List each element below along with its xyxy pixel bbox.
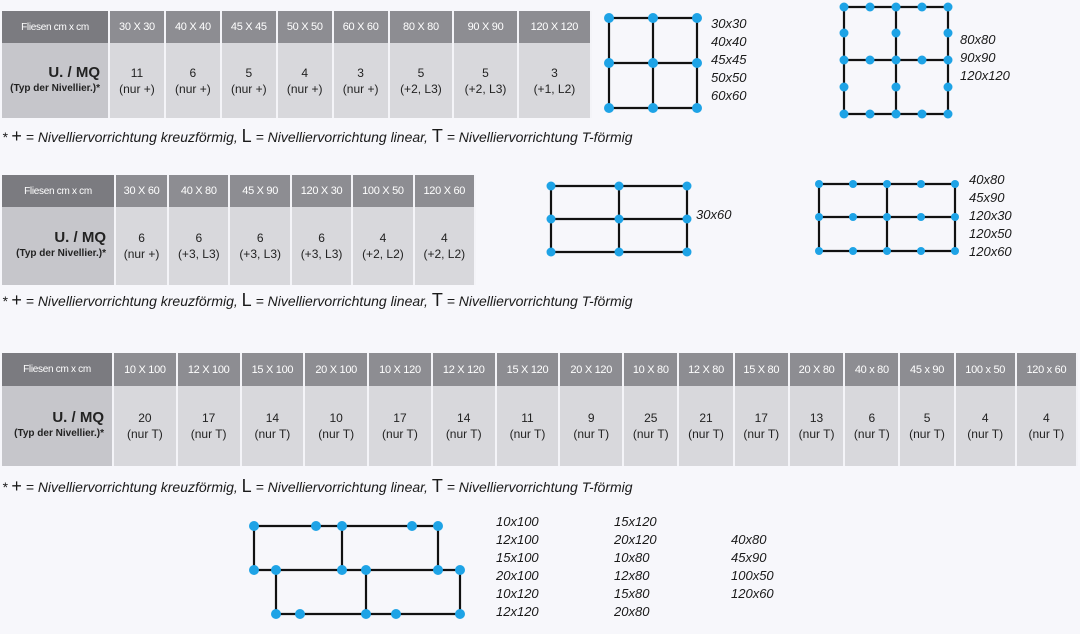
- value-cell: [114, 386, 178, 466]
- size-label: 15x80: [614, 586, 650, 601]
- size-label: 120x60: [731, 586, 774, 601]
- clip-count: 6: [868, 411, 876, 425]
- legend-plus-text: = Nivelliervorrichtung kreuzförmig,: [25, 479, 238, 495]
- clip-type: (+3, L3): [300, 247, 343, 261]
- clip-type: (+2, L2): [423, 247, 466, 261]
- plus-symbol: +: [11, 476, 22, 496]
- size-label: 120x30: [969, 208, 1012, 223]
- l-symbol: L: [241, 126, 252, 146]
- clip-count: 5: [482, 65, 489, 80]
- clip-count: 17: [201, 411, 216, 425]
- value-cell: [497, 386, 561, 466]
- clip-type: (+1, L2): [533, 81, 576, 96]
- value-cell: [679, 386, 734, 466]
- clip-dot: [815, 180, 823, 188]
- clip-dot: [615, 182, 624, 191]
- size-cell: 12 X 80: [679, 353, 734, 386]
- l-symbol: L: [241, 476, 252, 496]
- clip-type: (+2, L3): [400, 81, 442, 96]
- clip-type: (nur T): [743, 427, 780, 441]
- clip-count: 4: [301, 65, 309, 80]
- size-cell: 80 X 80: [390, 11, 455, 43]
- clip-type: (nur T): [318, 427, 355, 441]
- clip-dot: [840, 56, 849, 65]
- size-label: 120x120: [960, 68, 1010, 83]
- clip-dot: [433, 565, 443, 575]
- size-label: 45x45: [711, 52, 747, 67]
- clip-type: (nur +): [230, 81, 267, 96]
- legend-line: [2, 126, 633, 147]
- clip-count: 11: [521, 411, 534, 425]
- size-cell: 20 X 120: [560, 353, 624, 386]
- clip-dot: [249, 521, 259, 531]
- brick-30x60-diagram: [544, 180, 694, 260]
- value-cell: [845, 386, 900, 466]
- t-symbol: T: [431, 476, 443, 496]
- clip-dot: [944, 29, 953, 38]
- row-label-sub: (Typ der Nivellier.)*: [16, 248, 106, 259]
- clip-dot: [944, 3, 953, 12]
- size-label: 20x80: [614, 604, 650, 619]
- clip-count: 5: [245, 65, 253, 80]
- grid-3x3-sizes: [711, 15, 746, 105]
- size-label: 50x50: [711, 70, 747, 85]
- value-cell: [369, 386, 433, 466]
- clip-dot: [547, 215, 556, 224]
- value-cell: [433, 386, 497, 466]
- header-label: Fliesen cm x cm: [2, 11, 110, 43]
- clip-count: 6: [318, 231, 325, 245]
- clip-dot: [866, 110, 875, 119]
- size-cell: 15 X 100: [242, 353, 306, 386]
- grid-4x4-sizes: [960, 31, 1010, 85]
- size-cell: 120 X 120: [519, 11, 592, 43]
- legend-t-text: = Nivelliervorrichtung T-förmig: [446, 479, 633, 495]
- header-label: Fliesen cm x cm: [2, 175, 116, 207]
- value-cell: [735, 386, 790, 466]
- size-label: 15x120: [614, 514, 657, 529]
- size-cell: 40 X 80: [169, 175, 230, 207]
- size-cell: 30 X 60: [116, 175, 169, 207]
- brick-30x60-sizes: [696, 206, 731, 224]
- clip-dot: [455, 609, 465, 619]
- value-cell: [1017, 386, 1078, 466]
- size-cell: 10 X 80: [624, 353, 679, 386]
- brick-long-diagram: [813, 178, 961, 258]
- plank-sizes-col1: [496, 513, 539, 621]
- size-label: 90x90: [960, 50, 996, 65]
- brick-long-sizes: [969, 171, 1012, 261]
- clip-type: (+3, L3): [239, 247, 282, 261]
- table-square-tiles: [2, 11, 592, 118]
- clip-dot: [815, 213, 823, 221]
- clip-count: 14: [457, 411, 471, 425]
- clip-dot: [361, 609, 371, 619]
- size-cell: 10 X 120: [369, 353, 433, 386]
- clip-dot: [433, 521, 443, 531]
- clip-type: (+2, L3): [464, 81, 507, 96]
- clip-dot: [295, 609, 305, 619]
- row-label: [2, 207, 116, 285]
- grid-3x3-diagram: [600, 10, 710, 118]
- value-cell: [169, 207, 230, 285]
- size-cell: 45 X 45: [222, 11, 278, 43]
- grid-4x4-diagram: [836, 2, 956, 120]
- clip-count: 6: [195, 231, 203, 245]
- size-label: 30x30: [711, 16, 747, 31]
- size-cell: 12 X 100: [178, 353, 242, 386]
- clip-dot: [692, 13, 702, 23]
- size-label: 45x90: [969, 190, 1005, 205]
- value-cell: [415, 207, 476, 285]
- clip-dot: [547, 182, 556, 191]
- legend-t-text: = Nivelliervorrichtung T-förmig: [446, 129, 633, 145]
- plank-sizes-col2: [614, 513, 657, 621]
- size-label: 10x120: [496, 586, 539, 601]
- t-symbol: T: [431, 126, 443, 146]
- clip-count: 3: [357, 65, 364, 80]
- clip-dot: [391, 609, 401, 619]
- size-label: 12x80: [614, 568, 650, 583]
- plank-sizes-col3: [731, 531, 774, 603]
- plank-layout-diagram: [246, 518, 468, 622]
- clip-count: 9: [587, 411, 595, 425]
- row-label-main: U. / MQ: [54, 229, 106, 246]
- plus-symbol: +: [11, 290, 22, 310]
- clip-dot: [917, 213, 925, 221]
- row-label-sub: (Typ der Nivellier.)*: [10, 82, 100, 94]
- clip-type: (nur T): [798, 427, 835, 441]
- clip-dot: [849, 213, 857, 221]
- value-cell: [334, 43, 390, 118]
- clip-type: (nur T): [445, 427, 482, 441]
- clip-count: 17: [393, 411, 407, 425]
- value-cell: [956, 386, 1017, 466]
- clip-dot: [944, 83, 953, 92]
- size-label: 30x60: [696, 207, 732, 222]
- clip-dot: [547, 248, 556, 257]
- clip-dot: [249, 565, 259, 575]
- row-label-main: U. / MQ: [52, 409, 104, 426]
- size-cell: 20 X 100: [305, 353, 369, 386]
- size-label: 40x80: [731, 532, 767, 547]
- size-label: 60x60: [711, 88, 747, 103]
- value-cell: [222, 43, 278, 118]
- size-label: 10x80: [614, 550, 650, 565]
- clip-dot: [271, 609, 281, 619]
- value-cell: [560, 386, 624, 466]
- clip-dot: [271, 565, 281, 575]
- clip-count: 6: [138, 231, 145, 245]
- size-cell: 60 X 60: [334, 11, 390, 43]
- clip-type: (nur T): [126, 427, 163, 441]
- clip-dot: [615, 215, 624, 224]
- size-cell: 100 X 50: [353, 175, 414, 207]
- size-label: 40x80: [969, 172, 1005, 187]
- clip-dot: [683, 182, 692, 191]
- clip-dot: [683, 248, 692, 257]
- legend-l-text: = Nivelliervorrichtung linear,: [255, 479, 428, 495]
- row-label: [2, 386, 114, 466]
- row-label-main: U. / MQ: [48, 63, 100, 81]
- legend-star: *: [2, 479, 8, 495]
- clip-dot: [883, 247, 891, 255]
- legend-star: *: [2, 129, 8, 145]
- size-cell: 120 X 60: [415, 175, 476, 207]
- clip-type: (nur T): [190, 427, 227, 441]
- clip-dot: [840, 3, 849, 12]
- clip-type: (nur T): [967, 427, 1004, 441]
- legend-l-text: = Nivelliervorrichtung linear,: [255, 293, 428, 309]
- clip-dot: [918, 110, 927, 119]
- clip-dot: [337, 521, 347, 531]
- size-cell: 15 X 80: [735, 353, 790, 386]
- clip-dot: [311, 521, 321, 531]
- clip-dot: [455, 565, 465, 575]
- value-cell: [519, 43, 592, 118]
- row-label-sub: (Typ der Nivellier.)*: [14, 428, 104, 439]
- size-cell: 120 x 60: [1017, 353, 1078, 386]
- clip-type: (nur T): [573, 427, 610, 441]
- clip-type: (nur T): [254, 427, 291, 441]
- legend-line: [2, 290, 633, 311]
- t-symbol: T: [431, 290, 443, 310]
- clip-count: 4: [379, 231, 387, 245]
- clip-dot: [849, 180, 857, 188]
- header-label: Fliesen cm x cm: [2, 353, 114, 386]
- clip-type: (nur T): [632, 427, 669, 441]
- size-cell: 20 X 80: [790, 353, 845, 386]
- clip-type: (nur T): [688, 427, 724, 441]
- size-cell: 45 x 90: [900, 353, 955, 386]
- clip-dot: [883, 213, 891, 221]
- clip-dot: [951, 247, 959, 255]
- clip-count: 14: [265, 411, 280, 425]
- clip-count: 6: [189, 65, 197, 80]
- clip-count: 21: [699, 411, 713, 425]
- clip-count: 5: [923, 411, 931, 425]
- clip-type: (nur +): [175, 81, 211, 96]
- legend-star: *: [2, 293, 8, 309]
- size-cell: 100 x 50: [956, 353, 1017, 386]
- clip-count: 5: [417, 65, 425, 80]
- legend-plus-text: = Nivelliervorrichtung kreuzförmig,: [25, 129, 238, 145]
- clip-dot: [866, 56, 875, 65]
- size-label: 20x120: [614, 532, 657, 547]
- clip-dot: [840, 83, 849, 92]
- legend-l-text: = Nivelliervorrichtung linear,: [255, 129, 428, 145]
- clip-dot: [840, 110, 849, 119]
- clip-count: 4: [440, 231, 448, 245]
- clip-dot: [951, 180, 959, 188]
- value-cell: [624, 386, 679, 466]
- clip-dot: [917, 247, 925, 255]
- size-label: 20x100: [496, 568, 539, 583]
- clip-dot: [892, 56, 901, 65]
- clip-dot: [892, 83, 901, 92]
- clip-dot: [407, 521, 417, 531]
- legend-plus-text: = Nivelliervorrichtung kreuzförmig,: [25, 293, 238, 309]
- value-cell: [353, 207, 414, 285]
- value-cell: [454, 43, 519, 118]
- value-cell: [790, 386, 845, 466]
- clip-count: 4: [981, 411, 989, 425]
- size-cell: 90 X 90: [454, 11, 519, 43]
- size-cell: 45 X 90: [230, 175, 291, 207]
- size-label: 12x100: [496, 532, 539, 547]
- size-cell: 15 X 120: [497, 353, 561, 386]
- size-cell: 120 X 30: [292, 175, 353, 207]
- clip-count: 10: [329, 411, 343, 425]
- clip-dot: [337, 565, 347, 575]
- clip-type: (nur +): [342, 81, 379, 96]
- clip-count: 20: [138, 411, 152, 425]
- clip-type: (nur T): [853, 427, 890, 441]
- table-rectangular-tiles: [2, 175, 476, 285]
- clip-type: (+2, L2): [362, 247, 404, 261]
- clip-count: 25: [644, 411, 658, 425]
- clip-type: (nur +): [119, 81, 155, 96]
- value-cell: [242, 386, 306, 466]
- legend-t-text: = Nivelliervorrichtung T-förmig: [446, 293, 633, 309]
- size-label: 12x120: [496, 604, 539, 619]
- size-label: 80x80: [960, 32, 996, 47]
- size-label: 45x90: [731, 550, 767, 565]
- clip-count: 3: [551, 65, 558, 80]
- clip-type: (nur T): [909, 427, 945, 441]
- clip-type: (nur T): [509, 427, 546, 441]
- size-label: 100x50: [731, 568, 774, 583]
- clip-count: 17: [754, 411, 768, 425]
- clip-type: (nur T): [382, 427, 418, 441]
- value-cell: [230, 207, 291, 285]
- clip-dot: [648, 13, 658, 23]
- size-label: 15x100: [496, 550, 539, 565]
- clip-dot: [840, 29, 849, 38]
- clip-dot: [615, 248, 624, 257]
- clip-type: (+3, L3): [177, 247, 220, 261]
- clip-dot: [883, 180, 891, 188]
- row-label: [2, 43, 110, 118]
- plus-symbol: +: [11, 126, 22, 146]
- clip-dot: [892, 29, 901, 38]
- value-cell: [166, 43, 222, 118]
- size-cell: 50 X 50: [278, 11, 334, 43]
- size-cell: 40 x 80: [845, 353, 900, 386]
- size-label: 40x40: [711, 34, 747, 49]
- clip-dot: [815, 247, 823, 255]
- clip-count: 6: [256, 231, 264, 245]
- clip-dot: [892, 110, 901, 119]
- table-plank-tiles: [2, 353, 1078, 466]
- value-cell: [178, 386, 242, 466]
- value-cell: [305, 386, 369, 466]
- clip-count: 13: [809, 411, 824, 425]
- size-cell: 12 X 120: [433, 353, 497, 386]
- clip-dot: [944, 56, 953, 65]
- size-label: 10x100: [496, 514, 539, 529]
- size-label: 120x50: [969, 226, 1012, 241]
- l-symbol: L: [241, 290, 252, 310]
- value-cell: [278, 43, 334, 118]
- clip-dot: [866, 3, 875, 12]
- clip-dot: [951, 213, 959, 221]
- size-cell: 40 X 40: [166, 11, 222, 43]
- clip-dot: [692, 103, 702, 113]
- value-cell: [390, 43, 455, 118]
- clip-dot: [648, 103, 658, 113]
- clip-type: (nur +): [123, 247, 160, 261]
- clip-dot: [604, 58, 614, 68]
- size-cell: 30 X 30: [110, 11, 166, 43]
- value-cell: [292, 207, 353, 285]
- legend-line: [2, 476, 633, 497]
- clip-dot: [849, 247, 857, 255]
- size-label: 120x60: [969, 244, 1012, 259]
- clip-dot: [918, 3, 927, 12]
- value-cell: [900, 386, 955, 466]
- clip-count: 4: [1043, 411, 1050, 425]
- clip-dot: [917, 180, 925, 188]
- clip-dot: [683, 215, 692, 224]
- size-cell: 10 X 100: [114, 353, 178, 386]
- clip-dot: [648, 58, 658, 68]
- clip-dot: [918, 56, 927, 65]
- clip-dot: [944, 110, 953, 119]
- value-cell: [116, 207, 169, 285]
- clip-type: (nur +): [286, 81, 323, 96]
- clip-dot: [892, 3, 901, 12]
- clip-count: 11: [130, 65, 144, 80]
- clip-dot: [604, 13, 614, 23]
- clip-type: (nur T): [1028, 427, 1065, 441]
- clip-dot: [604, 103, 614, 113]
- value-cell: [110, 43, 166, 118]
- clip-dot: [692, 58, 702, 68]
- clip-dot: [361, 565, 371, 575]
